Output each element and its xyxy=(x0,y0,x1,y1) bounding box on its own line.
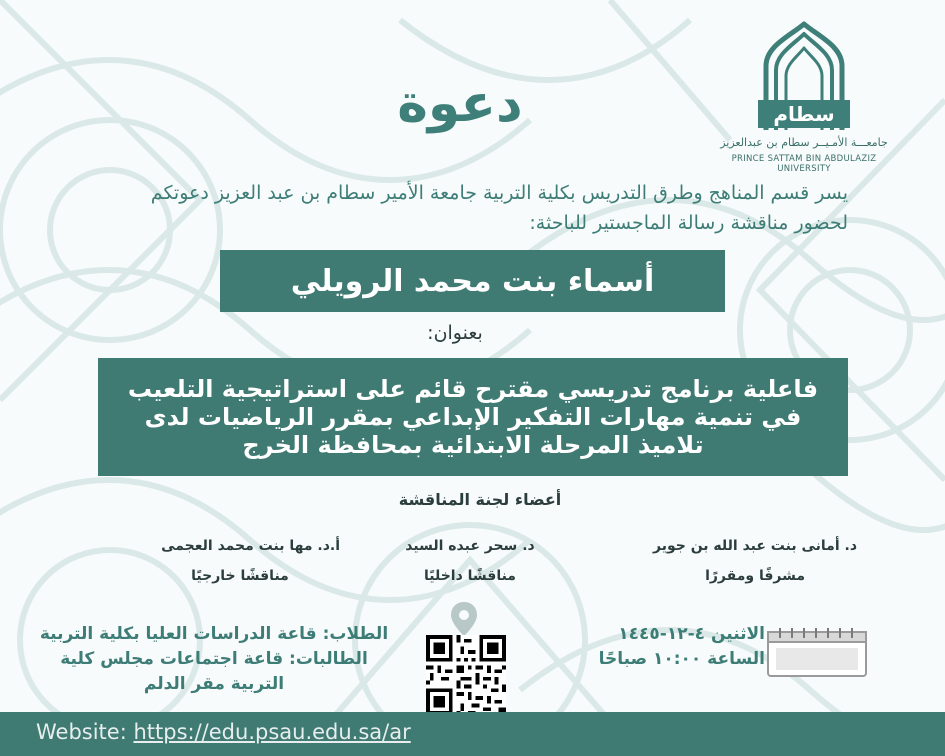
committee-member-role: مناقشًا داخليًا xyxy=(424,568,516,584)
committee-member-role-wrap xyxy=(190,568,290,584)
location-pin-icon xyxy=(449,600,479,638)
thesis-title: فاعلية برنامج تدريسي مقترح قائم على استراتيجية التلعيب في تنمية مهارات التفكير الإبداعي بمقرر الرياضيات لدى تلاميذ المرحلة الابتدائية بمحافظة الخرج xyxy=(127,375,819,459)
calendar-icon xyxy=(764,624,870,680)
footer-website xyxy=(36,720,411,744)
researcher-name: أسماء بنت محمد الرويلي xyxy=(290,263,655,299)
venue-line: التربية مقر الدلم xyxy=(143,674,285,694)
footer-bar xyxy=(0,712,945,756)
title-label: بعنوان: xyxy=(427,322,483,344)
committee-heading: أعضاء لجنة المناقشة xyxy=(398,490,562,509)
committee-member-role-wrap xyxy=(395,568,545,584)
venue-line: الطلاب: قاعة الدراسات العليا بكلية التربية xyxy=(39,624,389,644)
qr-code-icon[interactable] xyxy=(426,635,506,715)
committee-member xyxy=(110,538,340,554)
university-emblem-icon xyxy=(706,18,902,136)
committee-member-name: د. سحر عبده السيد xyxy=(405,538,535,554)
researcher-name-box xyxy=(220,250,725,312)
logo-wordmark: سطام xyxy=(773,102,835,126)
committee-member xyxy=(653,538,857,554)
footer-label: Website: xyxy=(36,720,127,744)
venue-info xyxy=(30,622,398,697)
page-title: دعوة xyxy=(397,74,523,134)
committee-member-role: مشرفًا ومقررًا xyxy=(705,568,805,584)
committee-member-name: أ.د. مها بنت محمد العجمى xyxy=(161,538,340,554)
logo-english-name: PRINCE SATTAM BIN ABDULAZIZ UNIVERSITY xyxy=(731,154,877,174)
university-logo xyxy=(706,18,902,173)
committee-member xyxy=(395,538,545,554)
venue-line: الطالبات: قاعة اجتماعات مجلس كلية xyxy=(60,649,368,669)
event-time: الساعة ١٠:٠٠ صباحًا xyxy=(598,649,765,669)
committee-member-role: مناقشًا خارجيًا xyxy=(191,568,289,584)
event-schedule xyxy=(560,622,765,672)
intro-text: يسر قسم المناهج وطرق التدريس بكلية التربية جامعة الأمير سطام بن عبد العزيز دعوتكم لحضور مناقشة رسالة الماجستير للباحثة: xyxy=(150,182,848,234)
committee-member-role-wrap xyxy=(705,568,805,584)
committee-member-name: د. أمانى بنت عبد الله بن جوير xyxy=(653,538,857,554)
website-link[interactable]: https://edu.psau.edu.sa/ar xyxy=(133,720,411,744)
event-date: الاثنين ٤-١٢-١٤٤٥ xyxy=(618,624,765,644)
logo-arabic-name: جامعـــة الأمـيــر سطام بن عبدالعزيز xyxy=(720,136,888,149)
thesis-title-box xyxy=(98,358,848,476)
